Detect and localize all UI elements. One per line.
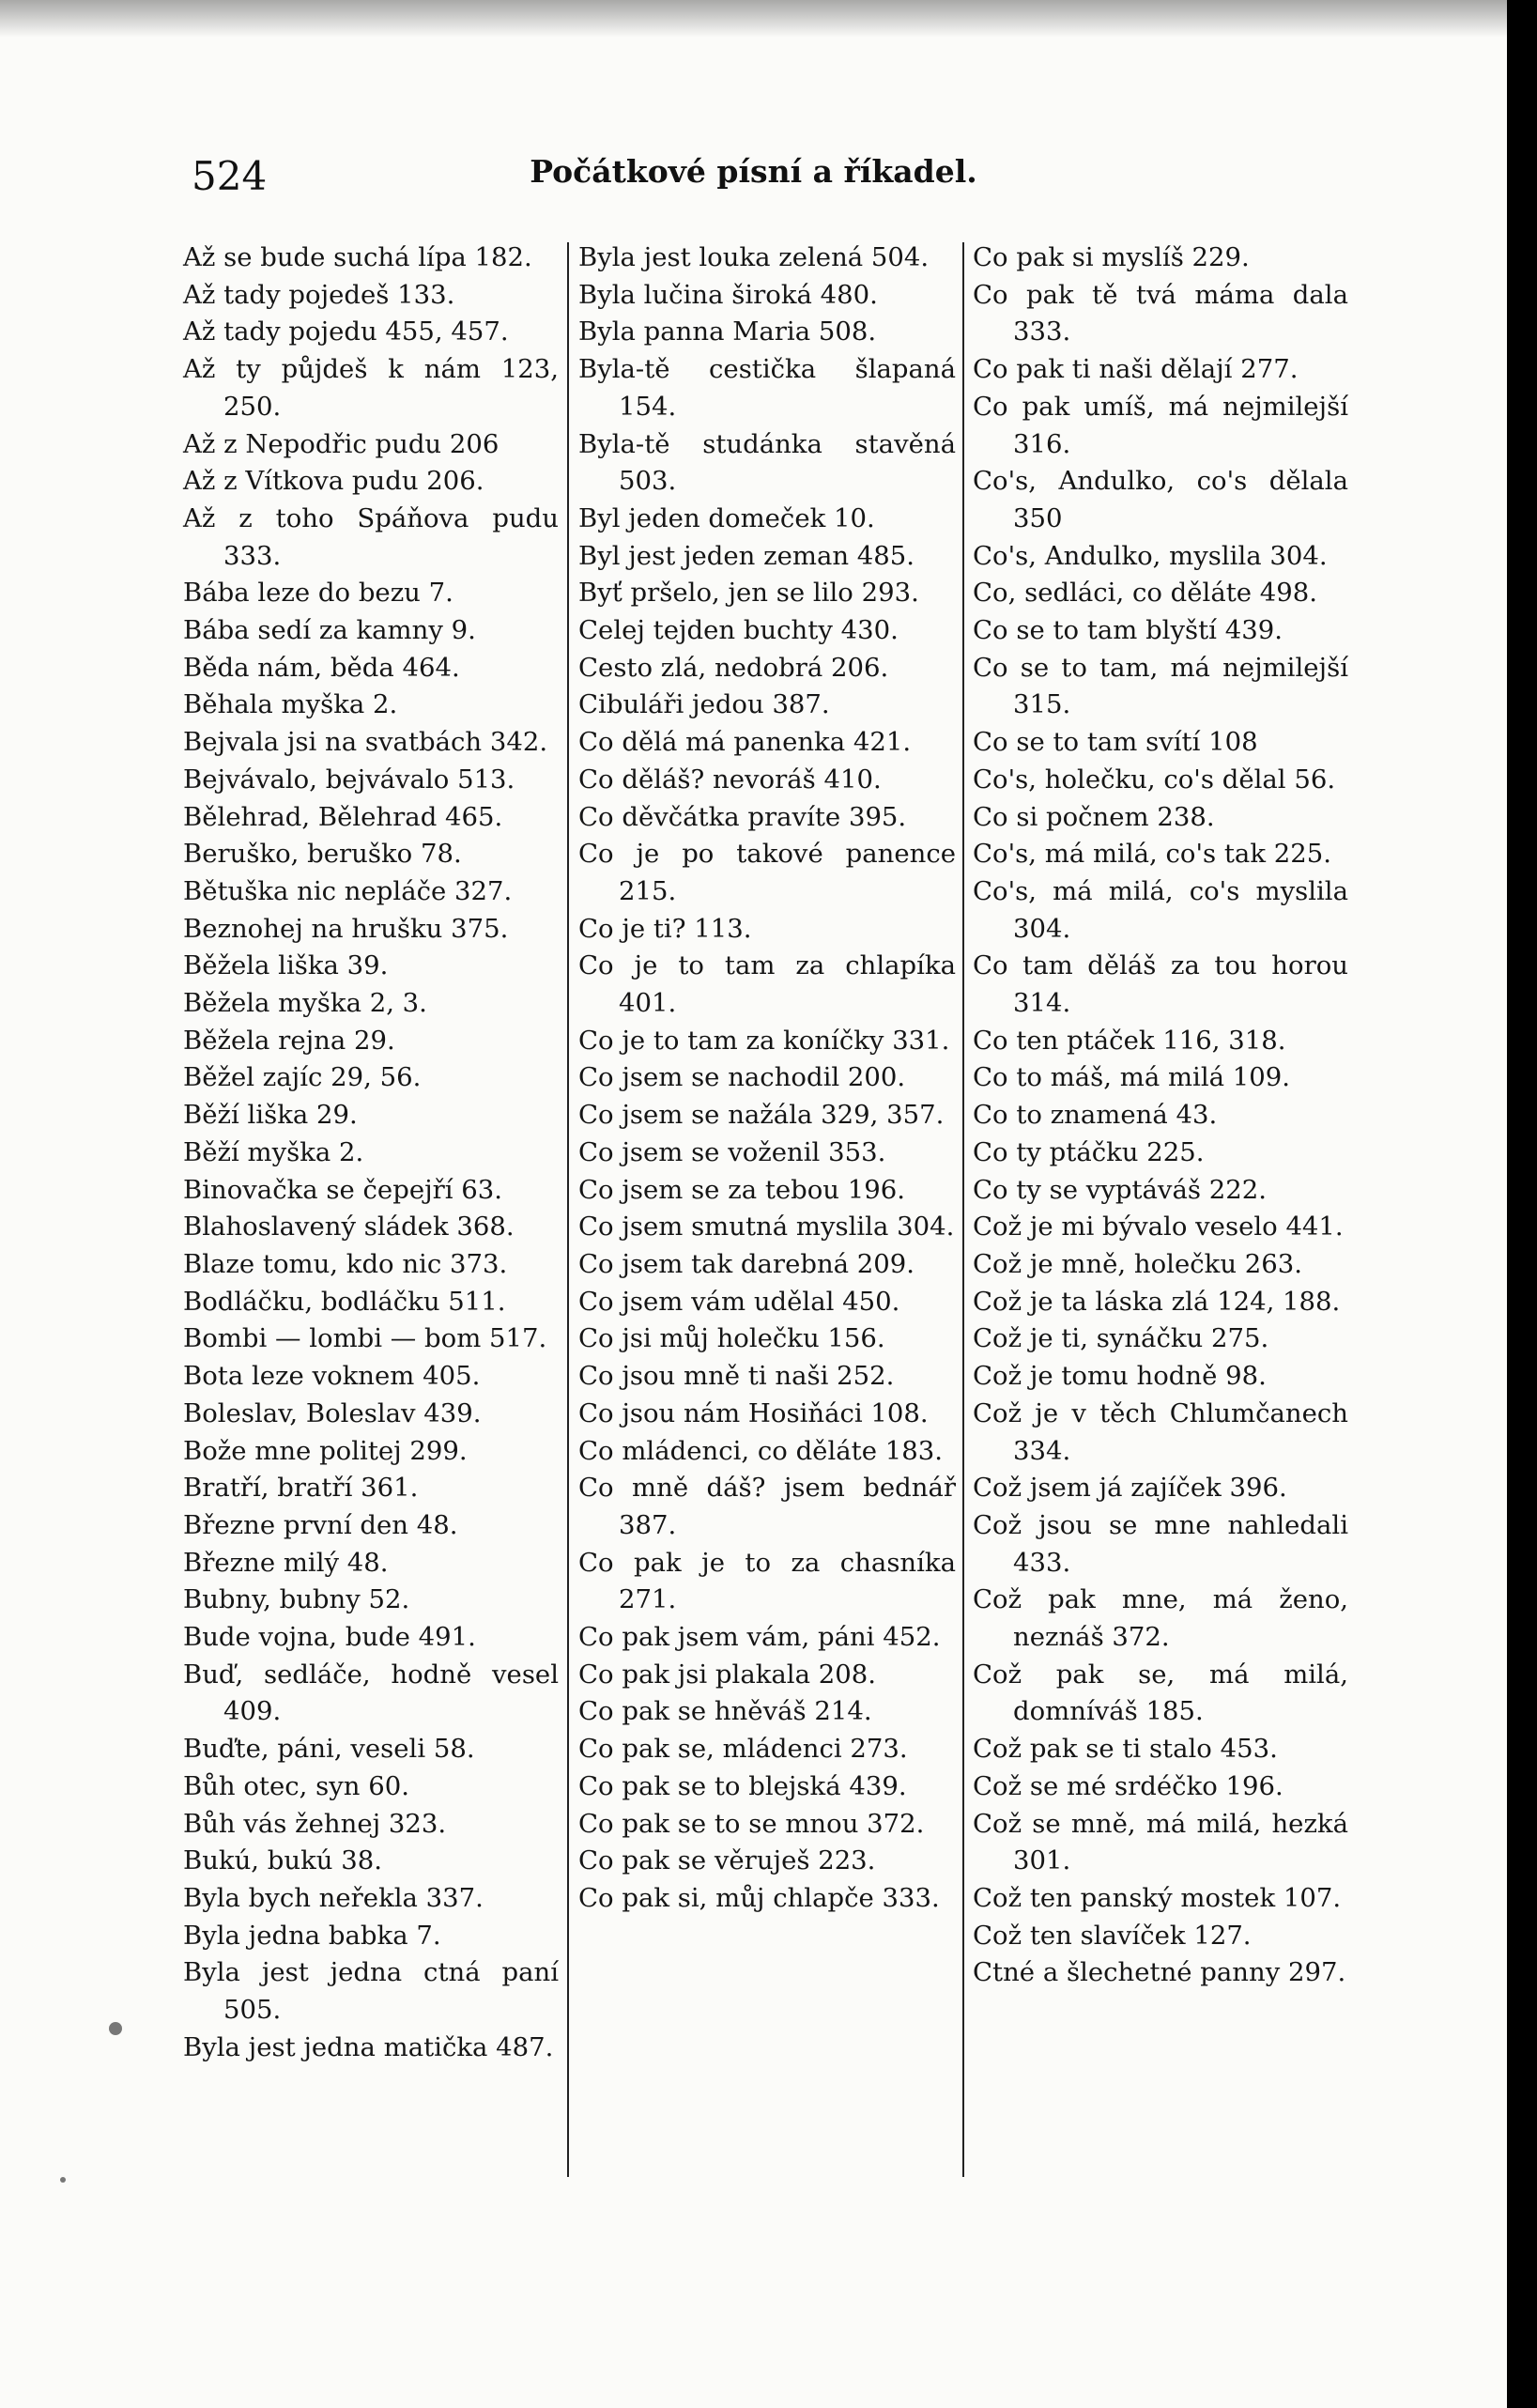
index-entry: Bůh vás žehnej 323. <box>183 1808 447 1839</box>
index-entry: Co to máš, má milá 109. <box>973 1062 1291 1093</box>
index-entry: Co pak jsem vám, páni 452. <box>578 1622 941 1653</box>
ink-speck <box>60 2177 66 2183</box>
index-entry: Co jsou nám Hosiňáci 108. <box>578 1397 929 1428</box>
index-entry: Co jsem smutná myslila 304. <box>578 1212 955 1243</box>
index-entry: Co se to tam, má nejmilejší 315. <box>973 652 1348 720</box>
index-entry: Bába sedí za kamny 9. <box>183 615 476 646</box>
index-entry: Což je ti, synáčku 275. <box>973 1323 1269 1354</box>
index-entry: Až tady pojedeš 133. <box>183 279 455 310</box>
index-entry: Což jsou se mne nahledali 433. <box>973 1509 1348 1578</box>
index-entry: Což je mi bývalo veselo 441. <box>973 1212 1344 1243</box>
index-entry: Co pak se, mládenci 273. <box>578 1734 908 1765</box>
index-column-3 <box>973 239 1348 1992</box>
index-entry: Byť pršelo, jen se lilo 293. <box>578 578 919 609</box>
index-entry: Celej tejden buchty 430. <box>578 615 899 646</box>
index-entry: Byla lučina široká 480. <box>578 279 878 310</box>
index-entry: Což pak se, má milá, domníváš 185. <box>973 1659 1348 1727</box>
index-entry: Co's, Andulko, co's dělala 350 <box>973 466 1348 533</box>
index-entry: Co jsem tak darebná 209. <box>578 1248 915 1279</box>
index-entry: Co mně dáš? jsem bednář 387. <box>578 1473 956 1540</box>
index-entry: Běžela rejna 29. <box>183 1025 395 1056</box>
index-entry: Až tady pojedu 455, 457. <box>183 316 509 347</box>
index-entry: Což je v těch Chlumčanech 334. <box>973 1397 1348 1466</box>
index-entry: Byla-tě cestička šlapaná 154. <box>578 354 956 422</box>
index-entry: Co si počnem 238. <box>973 801 1215 832</box>
index-entry: Což pak se ti stalo 453. <box>973 1734 1278 1765</box>
index-entry: Bůh otec, syn 60. <box>183 1770 409 1801</box>
index-entry: Co pak si myslíš 229. <box>973 242 1250 272</box>
index-entry: Blahoslavený sládek 368. <box>183 1212 515 1243</box>
scan-edge <box>1507 0 1537 2408</box>
index-entry: Co's, Andulko, myslila 304. <box>973 540 1328 571</box>
index-entry: Buďte, páni, veseli 58. <box>183 1734 475 1765</box>
index-entry: Ctné a šlechetné panny 297. <box>973 1957 1346 1988</box>
index-entry: Co se to tam blyští 439. <box>973 615 1283 646</box>
index-column-1 <box>183 239 559 2066</box>
index-entry: Co je to tam za koníčky 331. <box>578 1025 950 1056</box>
index-entry: Byla jest louka zelená 504. <box>578 242 930 272</box>
index-entry: Běží liška 29. <box>183 1100 358 1131</box>
index-entry: Bejvala jsi na svatbách 342. <box>183 727 548 758</box>
index-entry: Což pak mne, má ženo, neznáš 372. <box>973 1584 1348 1653</box>
page-number: 524 <box>192 153 268 199</box>
index-entry: Co děláš? nevoráš 410. <box>578 764 882 795</box>
index-entry: Co jsem vám udělal 450. <box>578 1286 900 1317</box>
column-rule <box>962 242 964 2177</box>
running-head: Počátkové písní a říkadel. <box>530 153 977 190</box>
index-entry: Bude vojna, bude 491. <box>183 1622 476 1653</box>
index-entry: Byla panna Maria 508. <box>578 316 877 347</box>
index-entry: Bodláčku, bodláčku 511. <box>183 1286 506 1317</box>
index-entry: Což ten panský mostek 107. <box>973 1882 1342 1913</box>
index-entry: Co je to tam za chlapíka 401. <box>578 950 956 1019</box>
index-entry: Běda nám, běda 464. <box>183 652 460 683</box>
index-entry: Byla bych neřekla 337. <box>183 1882 484 1913</box>
index-entry: Co je po takové panence 215. <box>578 839 956 906</box>
index-entry: Co pak je to za chasníka 271. <box>578 1547 956 1615</box>
index-entry: Co pak se věruješ 223. <box>578 1845 876 1876</box>
index-entry: Bělehrad, Bělehrad 465. <box>183 801 503 832</box>
index-entry: Což ten slavíček 127. <box>973 1920 1252 1951</box>
index-entry: Binovačka se čepejří 63. <box>183 1174 503 1205</box>
index-entry: Co ten ptáček 116, 318. <box>973 1025 1286 1056</box>
index-entry: Březne milý 48. <box>183 1547 389 1578</box>
index-entry: Bubny, bubny 52. <box>183 1584 410 1615</box>
index-entry: Co se to tam svítí 108 <box>973 727 1258 758</box>
index-entry: Co pak se to se mnou 372. <box>578 1808 925 1839</box>
index-entry: Cesto zlá, nedobrá 206. <box>578 652 889 683</box>
index-entry: Co pak se hněváš 214. <box>578 1696 872 1727</box>
index-entry: Co ty se vyptáváš 222. <box>973 1174 1267 1205</box>
index-entry: Běží myška 2. <box>183 1136 364 1167</box>
index-entry: Co tam děláš za tou horou 314. <box>973 950 1348 1019</box>
index-entry: Březne první den 48. <box>183 1509 458 1540</box>
index-entry: Běžela myška 2, 3. <box>183 988 427 1019</box>
index-entry: Co pak jsi plakala 208. <box>578 1659 876 1690</box>
index-entry: Co pak umíš, má nejmilejší 316. <box>973 391 1348 459</box>
index-entry: Což se mně, má milá, hezká 301. <box>973 1808 1348 1876</box>
index-entry: Což je ta láska zlá 124, 188. <box>973 1286 1341 1317</box>
index-entry: Co jsem se za tebou 196. <box>578 1174 905 1205</box>
index-entry: Co dělá má panenka 421. <box>578 727 912 758</box>
index-entry: Co, sedláci, co děláte 498. <box>973 578 1318 609</box>
index-entry: Co děvčátka pravíte 395. <box>578 801 907 832</box>
index-entry: Co pak se to blejská 439. <box>578 1770 907 1801</box>
index-column-2 <box>578 239 956 1918</box>
index-entry: Byla jest jedna ctná paní 505. <box>183 1957 559 2026</box>
index-entry: Co pak si, můj chlapče 333. <box>578 1882 940 1913</box>
index-entry: Až z toho Spáňova pudu 333. <box>183 502 559 571</box>
index-entry: Bába leze do bezu 7. <box>183 578 453 609</box>
index-entry: Běhala myška 2. <box>183 689 398 720</box>
index-entry: Co to znamená 43. <box>973 1100 1218 1131</box>
index-entry: Co je ti? 113. <box>578 913 752 944</box>
index-entry: Což jsem já zajíček 396. <box>973 1473 1287 1504</box>
index-entry: Bejvávalo, bejvávalo 513. <box>183 764 515 795</box>
index-entry: Buď, sedláče, hodně vesel 409. <box>183 1659 559 1727</box>
index-entry: Až z Vítkova pudu 206. <box>183 466 484 497</box>
index-entry: Bože mne politej 299. <box>183 1435 468 1466</box>
index-entry: Bukú, bukú 38. <box>183 1845 382 1876</box>
index-entry: Bota leze voknem 405. <box>183 1361 481 1392</box>
index-entry: Běžela liška 39. <box>183 950 389 981</box>
index-entry: Beznohej na hrušku 375. <box>183 913 509 944</box>
index-entry: Co jsi můj holečku 156. <box>578 1323 885 1354</box>
index-entry: Boleslav, Boleslav 439. <box>183 1397 482 1428</box>
index-entry: Co's, má milá, co's myslila 304. <box>973 875 1348 944</box>
index-entry: Což je tomu hodně 98. <box>973 1361 1267 1392</box>
index-entry: Bombi — lombi — bom 517. <box>183 1323 547 1354</box>
index-entry: Byla jedna babka 7. <box>183 1920 441 1951</box>
index-entry: Až z Nepodřic pudu 206 <box>183 428 500 459</box>
index-entry: Byla jest jedna matička 487. <box>183 2031 554 2062</box>
index-entry: Beruško, beruško 78. <box>183 839 462 870</box>
index-entry: Bratří, bratří 361. <box>183 1473 419 1504</box>
index-entry: Co jsem se nachodil 200. <box>578 1062 906 1093</box>
index-entry: Bětuška nic nepláče 327. <box>183 875 513 906</box>
index-entry: Běžel zajíc 29, 56. <box>183 1062 422 1093</box>
index-entry: Co jsem se nažála 329, 357. <box>578 1100 945 1131</box>
index-entry: Co's, holečku, co's dělal 56. <box>973 764 1336 795</box>
index-entry: Co pak ti naši dělají 277. <box>973 354 1299 385</box>
index-entry: Co jsem se voženil 353. <box>578 1136 886 1167</box>
index-entry: Co's, má milá, co's tak 225. <box>973 839 1331 870</box>
index-entry: Cibuláři jedou 387. <box>578 689 830 720</box>
index-entry: Až se bude suchá lípa 182. <box>183 242 532 272</box>
index-entry: Co mládenci, co děláte 183. <box>578 1435 943 1466</box>
index-entry: Až ty půjdeš k nám 123, 250. <box>183 354 559 422</box>
index-entry: Co jsou mně ti naši 252. <box>578 1361 895 1392</box>
index-entry: Co pak tě tvá máma dala 333. <box>973 279 1348 347</box>
index-entry: Blaze tomu, kdo nic 373. <box>183 1248 508 1279</box>
column-rule <box>567 242 569 2177</box>
index-entry: Byla-tě studánka stavěná 503. <box>578 428 956 497</box>
index-entry: Což je mně, holečku 263. <box>973 1248 1303 1279</box>
scan-shadow <box>0 0 1507 38</box>
index-entry: Byl jest jeden zeman 485. <box>578 540 915 571</box>
index-entry: Což se mé srdéčko 196. <box>973 1770 1283 1801</box>
ink-speck <box>109 2022 122 2035</box>
index-entry: Byl jeden domeček 10. <box>578 502 875 533</box>
index-entry: Co ty ptáčku 225. <box>973 1136 1205 1167</box>
